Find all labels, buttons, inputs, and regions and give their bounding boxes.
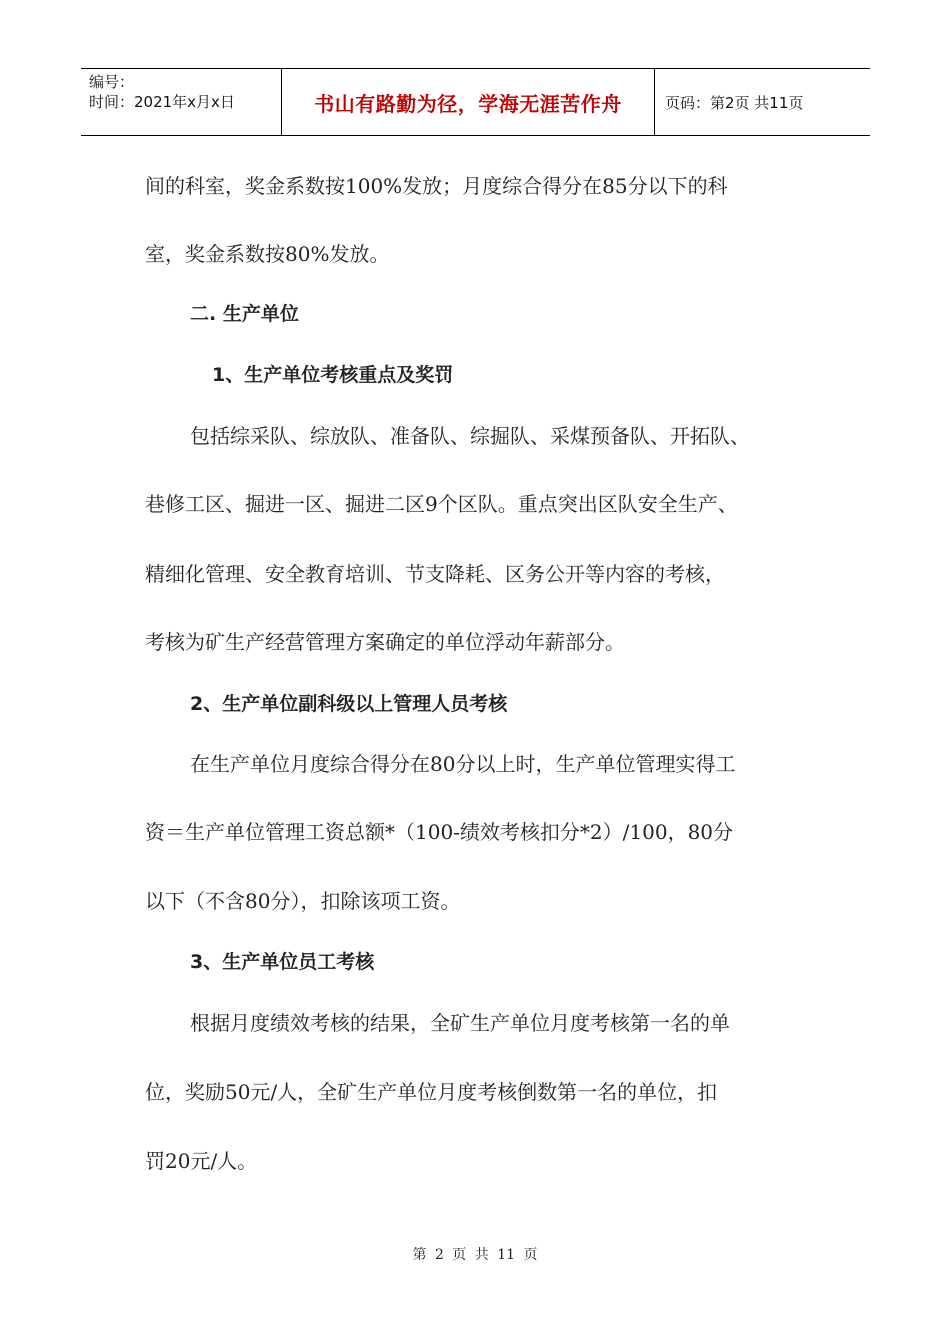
- header-meta: [81, 69, 281, 135]
- body-line: 巷修工区、掘进一区、掘进二区9个区队。重点突出区队安全生产、: [145, 492, 738, 516]
- header-time-label: 时间：2021年x月x日: [89, 93, 235, 111]
- subsection-heading: 3、生产单位员工考核: [190, 951, 375, 973]
- body-line: 间的科室，奖金系数按100%发放；月度综合得分在85分以下的科: [145, 174, 728, 198]
- body-line: 在生产单位月度综合得分在80分以上时，生产单位管理实得工: [190, 752, 736, 776]
- body-line: 根据月度绩效考核的结果，全矿生产单位月度考核第一名的单: [190, 1011, 730, 1035]
- body-line: 精细化管理、安全教育培训、节支降耗、区务公开等内容的考核，: [145, 562, 725, 586]
- header-number-label: 编号：: [89, 73, 135, 91]
- subsection-heading: 2、生产单位副科级以上管理人员考核: [190, 693, 508, 715]
- body-line: 包括综采队、综放队、准备队、综掘队、采煤预备队、开拓队、: [190, 424, 750, 448]
- page-header: [81, 68, 870, 136]
- header-motto: 书山有路勤为径，学海无涯苦作舟: [281, 69, 655, 135]
- subsection-heading: 1、生产单位考核重点及奖罚: [212, 364, 454, 386]
- body-line: 罚20元/人。: [145, 1149, 258, 1173]
- page-footer: 第 2 页 共 11 页: [412, 1247, 538, 1263]
- body-line: 资＝生产单位管理工资总额*（100-绩效考核扣分*2）/100，80分: [145, 820, 734, 844]
- header-page-info: 页码：第2页 共11页: [665, 93, 804, 112]
- body-line: 以下（不含80分），扣除该项工资。: [145, 889, 461, 913]
- body-line: 位，奖励50元/人，全矿生产单位月度考核倒数第一名的单位，扣: [145, 1080, 718, 1104]
- section-heading: 二. 生产单位: [190, 303, 299, 325]
- body-line: 室，奖金系数按80%发放。: [145, 242, 390, 266]
- body-line: 考核为矿生产经营管理方案确定的单位浮动年薪部分。: [145, 630, 625, 654]
